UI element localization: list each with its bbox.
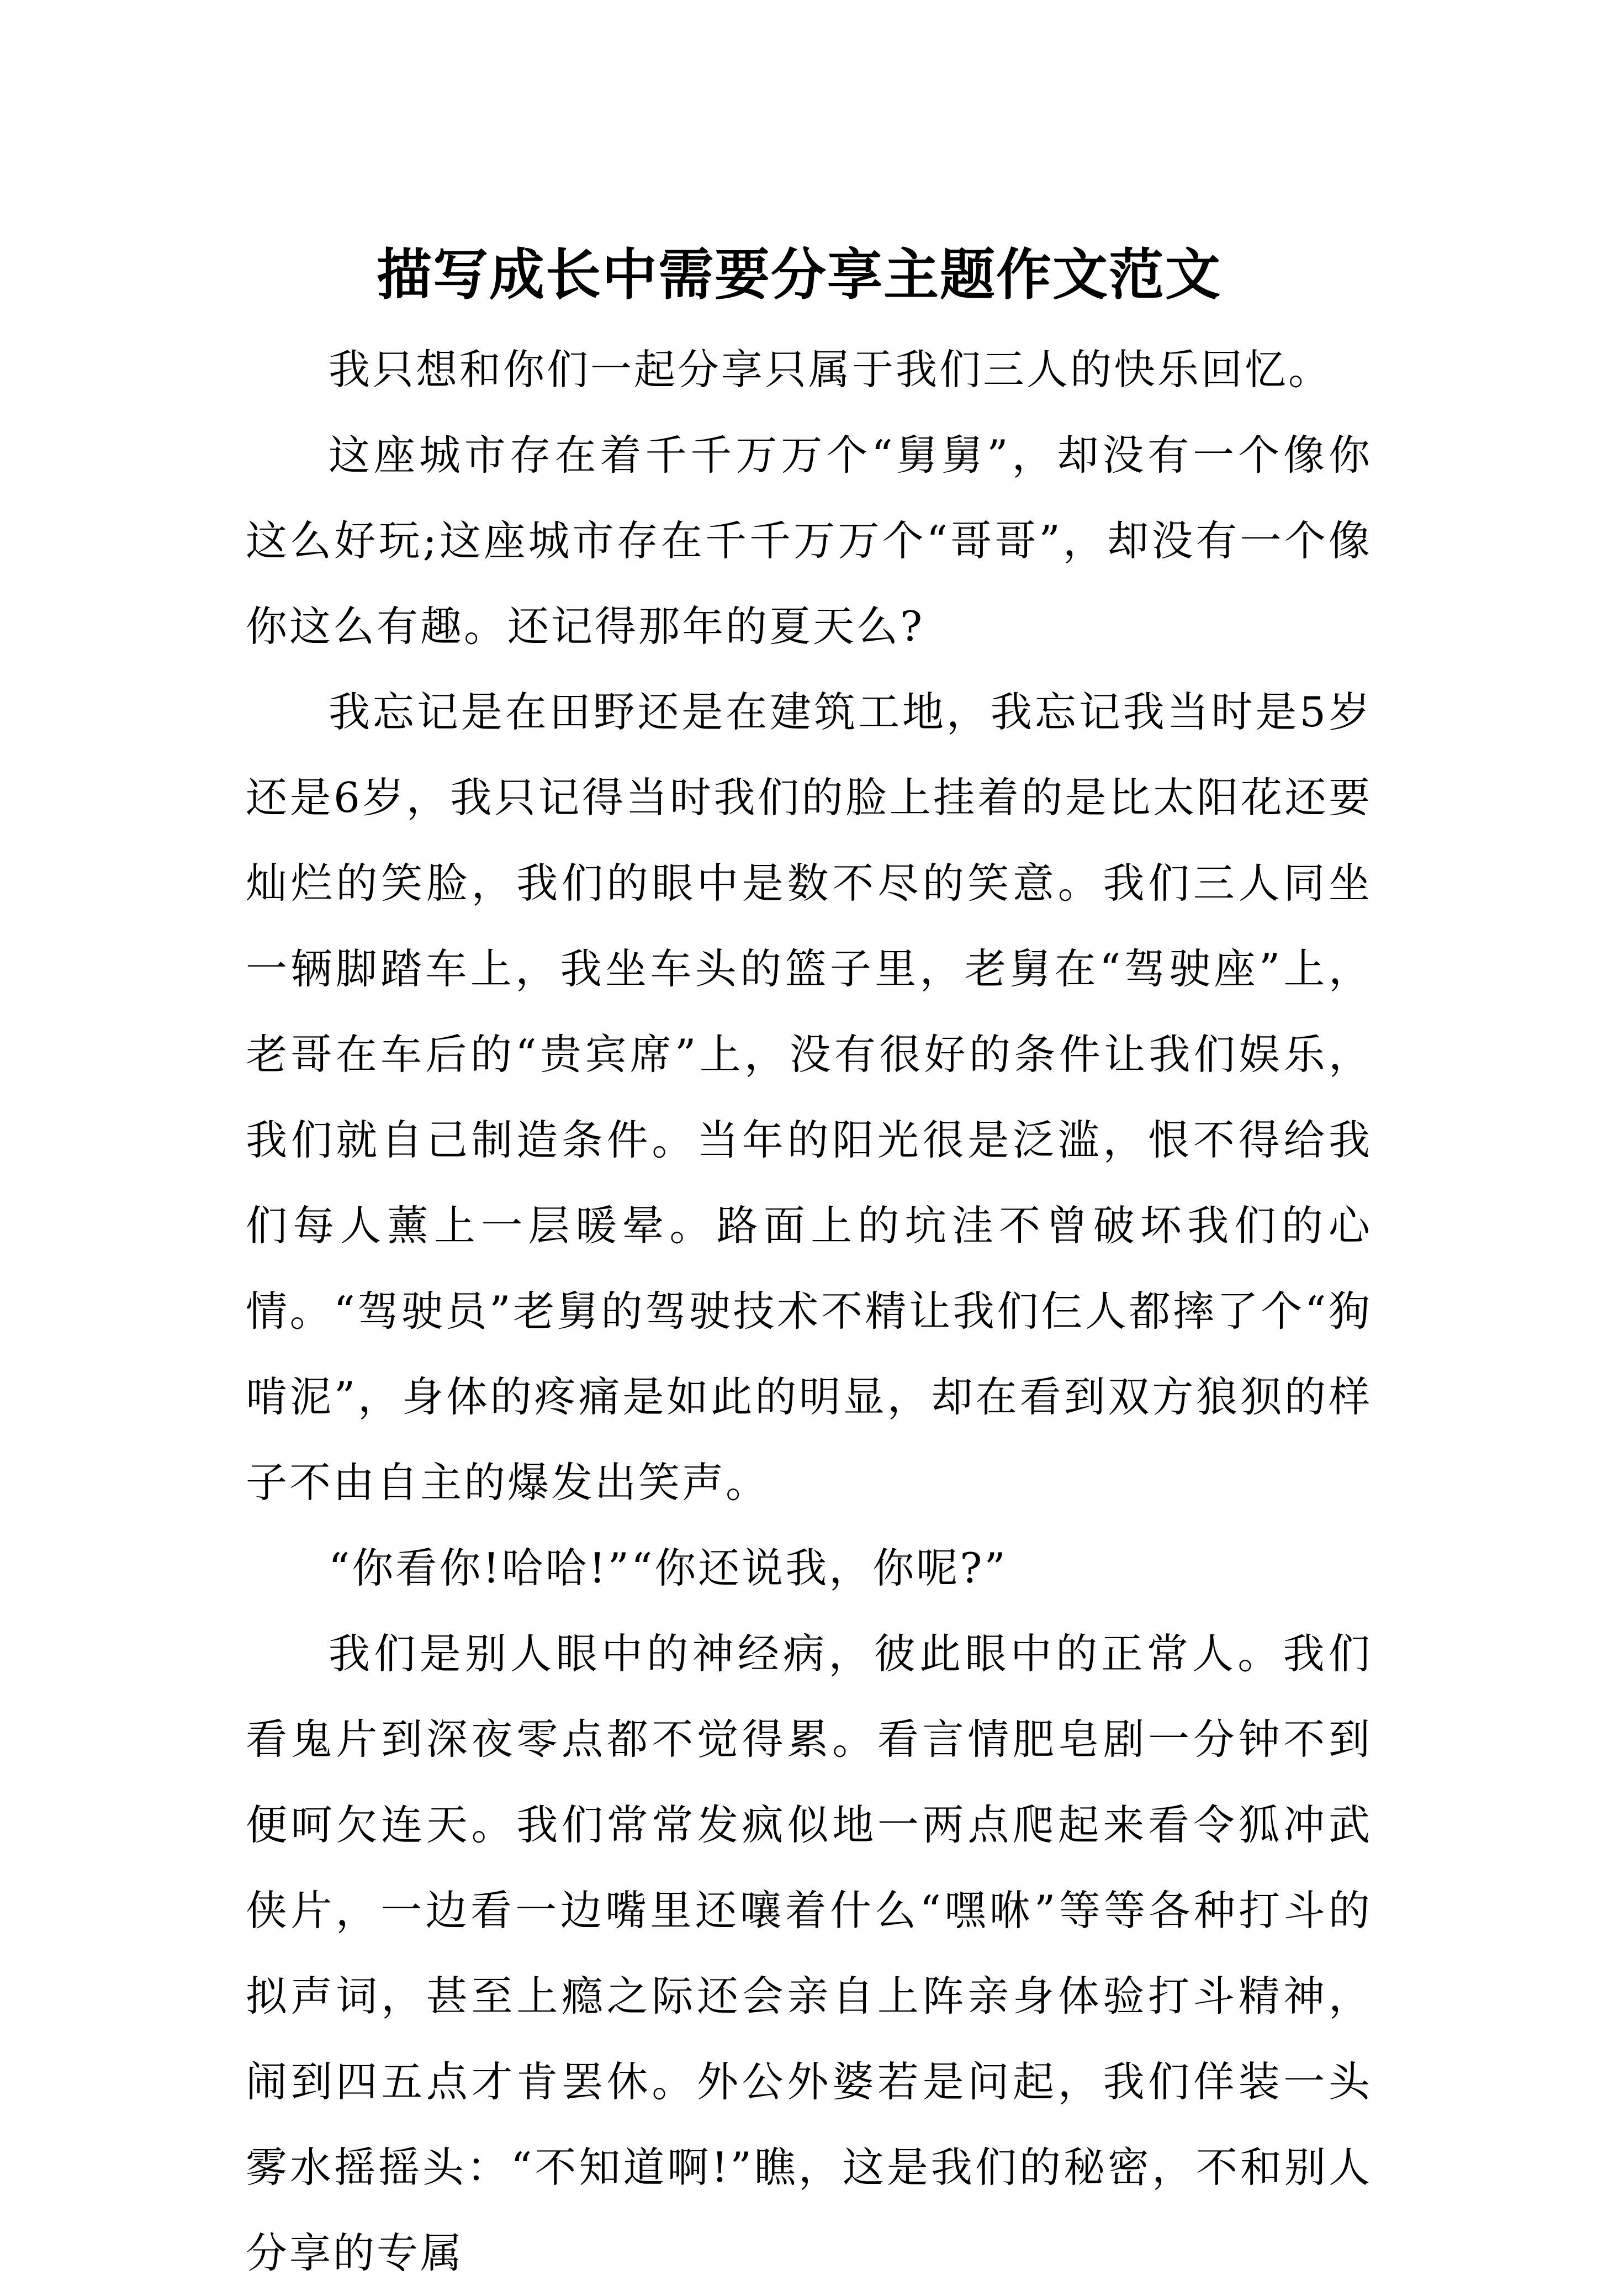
paragraph: 我忘记是在田野还是在建筑工地，我忘记我当时是5岁还是6岁，我只记得当时我们的脸上挂着的是比太阳花还要灿烂的笑脸，我们的眼中是数不尽的笑意。我们三人同坐一辆脚踏车上，我坐车头的篮子里，老舅在“驾驶座”上，老哥在车后的“贵宾席”上，没有很好的条件让我们娱乐，我们就自己制造条件。当年的阳光很是泛滥，恨不得给我们每人薰上一层暖晕。路面上的坑洼不曾破坏我们的心情。“驾驶员”老舅的驾驶技术不精让我们仨人都摔了个“狗啃泥”，身体的疼痛是如此的明显，却在看到双方狼狈的样子不由自主的爆发出笑声。 [246, 688, 1372, 1507]
dialogue-paragraph: “你看你!哈哈!”“你还说我，你呢?” [329, 1544, 1008, 1592]
paragraph: 我们是别人眼中的神经病，彼此眼中的正常人。我们看鬼片到深夜零点都不觉得累。看言情肥皂剧一分钟不到便呵欠连天。我们常常发疯似地一两点爬起来看令狐冲武侠片，一边看一边嘴里还嚷着什么“嘿咻”等等各种打斗的拟声词，甚至上瘾之际还会亲自上阵亲身体验打斗精神，闹到四五点才肯罢休。外公外婆若是问起，我们佯装一头雾水摇摇头：“不知道啊!”瞧，这是我们的秘密，不和别人分享的专属 [246, 1629, 1372, 2277]
paragraph: 这座城市存在着千千万万个“舅舅”，却没有一个像你这么好玩;这座城市存在千千万万个“哥哥”，却没有一个像你这么有趣。还记得那年的夏天么? [246, 431, 1372, 651]
document-body [246, 327, 1372, 2296]
document-title: 描写成长中需要分享主题作文范文 [377, 242, 1221, 307]
paragraph: 我只想和你们一起分享只属于我们三人的快乐回忆。 [329, 345, 1332, 394]
